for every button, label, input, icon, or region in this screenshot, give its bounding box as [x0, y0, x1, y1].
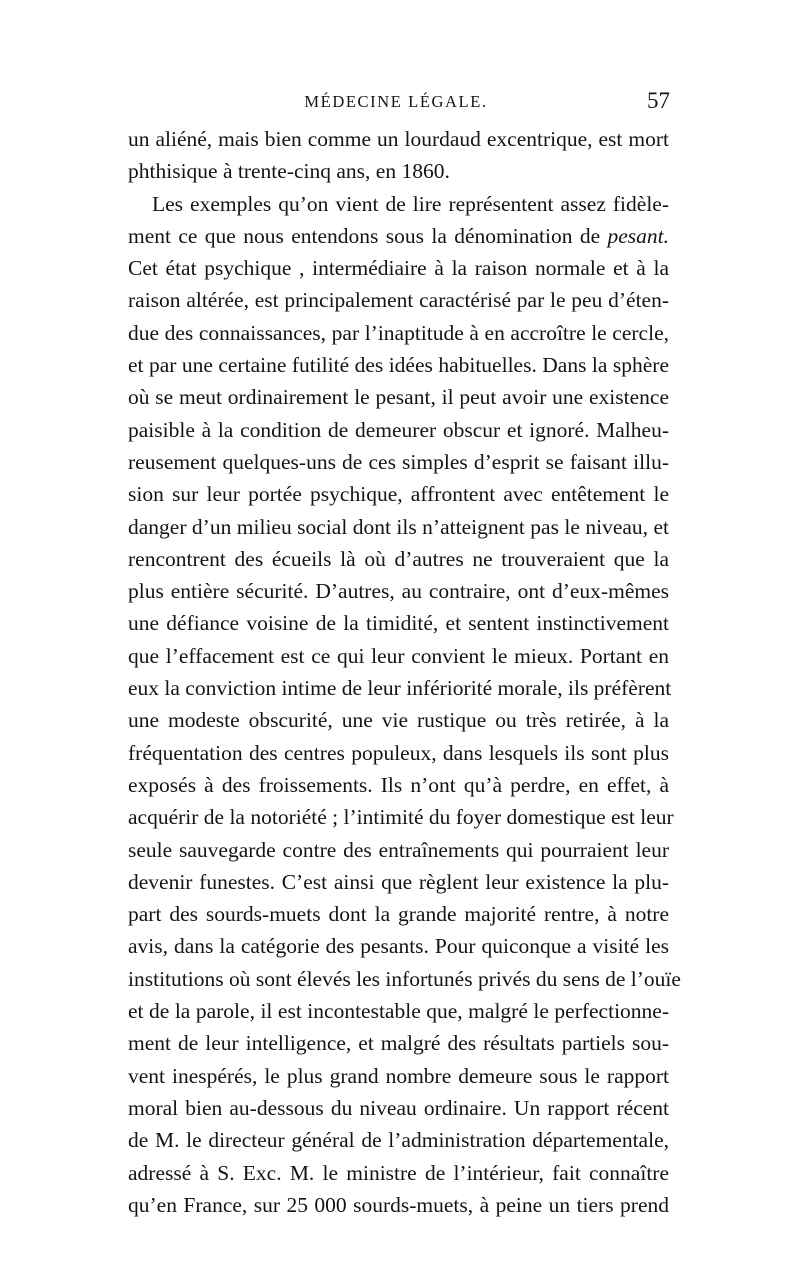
text-line: ment de leur intelligence, et malgré des résultats partiels sou-: [128, 1031, 669, 1056]
text-line: une défiance voisine de la timidité, et sentent instinctivement: [128, 611, 669, 636]
text-line: devenir funestes. C’est ainsi que règlent leur existence la plu-: [128, 869, 669, 894]
text-line: exposés à des froissements. Ils n’ont qu’à perdre, en effet, à: [128, 772, 669, 797]
text-line: due des connaissances, par l’inaptitude à en accroître le cercle,: [128, 320, 669, 345]
text-line: que l’effacement est ce qui leur convient le mieux. Portant en: [128, 643, 669, 668]
text-line: eux la conviction intime de leur infériorité morale, ils préfèrent: [128, 676, 672, 701]
text-line: adressé à S. Exc. M. le ministre de l’intérieur, fait connaître: [128, 1160, 669, 1185]
text-line: vent inespérés, le plus grand nombre demeure sous le rapport: [128, 1063, 669, 1088]
text-line-part: ment ce que nous entendons sous la dénomination de: [128, 223, 601, 248]
text-line: fréquentation des centres populeux, dans lesquels ils sont plus: [128, 740, 669, 765]
text-line: danger d’un milieu social dont ils n’atteignent pas le niveau, et: [128, 514, 669, 539]
text-line: de M. le directeur général de l’administration départementale,: [128, 1128, 669, 1153]
text-line: paisible à la condition de demeurer obscur et ignoré. Malheu-: [128, 417, 669, 442]
text-line: seule sauvegarde contre des entraînements qui pourraient leur: [128, 837, 669, 862]
text-line: Les exemples qu’on vient de lire représentent assez fidèle-: [152, 191, 669, 216]
text-line: un aliéné, mais bien comme un lourdaud excentrique, est mort: [128, 127, 669, 151]
text-line: [128, 220, 669, 252]
text-line: plus entière sécurité. D’autres, au contraire, ont d’eux-mêmes: [128, 579, 669, 604]
text-line: reusement quelques-uns de ces simples d’esprit se faisant illu-: [128, 449, 669, 474]
text-line: phthisique à trente-cinq ans, en 1860.: [128, 159, 450, 184]
text-line: où se meut ordinairement le pesant, il peut avoir une existence: [128, 385, 669, 410]
text-line: moral bien au-dessous du niveau ordinaire. Un rapport récent: [128, 1095, 669, 1120]
text-line: avis, dans la catégorie des pesants. Pour quiconque a visité les: [128, 934, 669, 959]
text-line: et par une certaine futilité des idées habituelles. Dans la sphère: [128, 353, 669, 378]
text-line: Cet état psychique , intermédiaire à la raison normale et à la: [128, 256, 669, 281]
text-line: part des sourds-muets dont la grande majorité rentre, à notre: [128, 902, 669, 927]
text-line: rencontrent des écueils là où d’autres ne trouveraient que la: [128, 546, 669, 571]
text-line: sion sur leur portée psychique, affrontent avec entêtement le: [128, 482, 669, 507]
italic-term: pesant.: [607, 223, 670, 248]
running-head: [122, 88, 670, 118]
text-line: qu’en France, sur 25 000 sourds-muets, à peine un tiers prend: [128, 1192, 669, 1217]
text-line: acquérir de la notoriété ; l’intimité du foyer domestique est leur: [128, 805, 674, 830]
running-title: MÉDECINE LÉGALE.: [304, 92, 488, 111]
body-text: [128, 123, 681, 1221]
text-line: institutions où sont élevés les infortunés privés du sens de l’ouïe: [128, 966, 681, 991]
text-line: et de la parole, il est incontestable que, malgré le perfectionne-: [128, 999, 669, 1024]
text-line: une modeste obscurité, une vie rustique ou très retirée, à la: [128, 708, 669, 733]
page-number: 57: [647, 88, 670, 113]
text-line: raison altérée, est principalement caractérisé par le peu d’éten-: [128, 288, 669, 313]
